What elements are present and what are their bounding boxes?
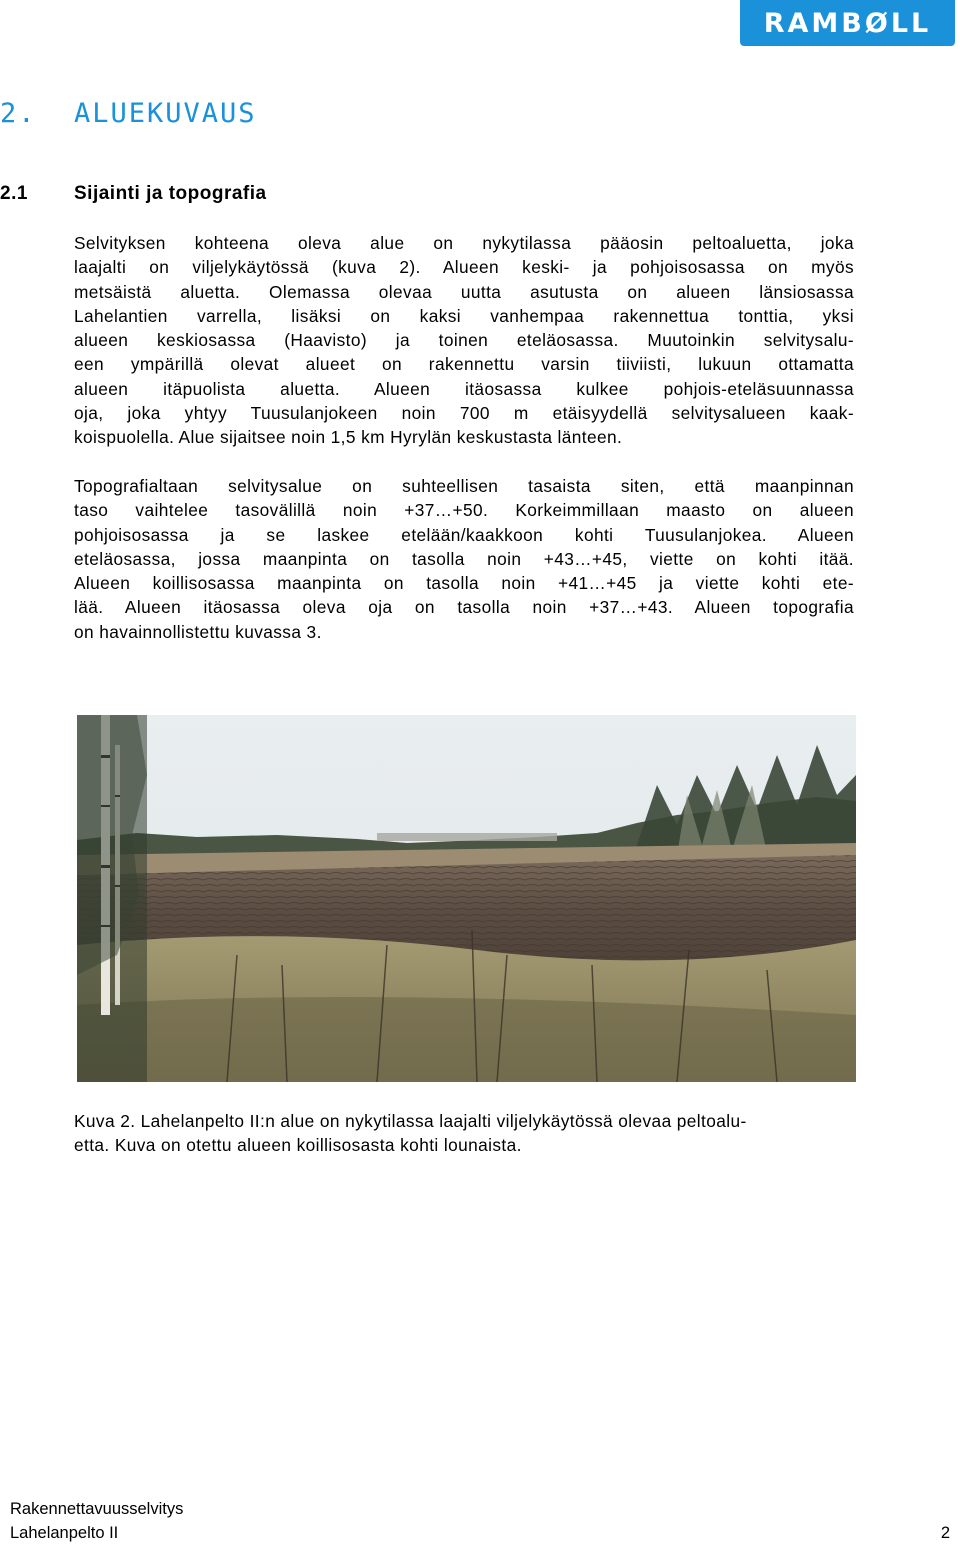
paragraph-line: koispuolella. Alue sijaitsee noin 1,5 km Hyrylän keskustasta länteen.	[74, 427, 623, 448]
footer-project-name: Lahelanpelto II	[10, 1524, 119, 1542]
paragraph-line: Lahelantien varrella, lisäksi on kaksi vanhempaa rakennettua tonttia, yksi	[74, 305, 854, 326]
paragraph-line: Topografialtaan selvitysalue on suhteellisen tasaista siten, että maanpinnan	[74, 476, 854, 496]
paragraph-line: on havainnollistettu kuvassa 3.	[74, 621, 322, 642]
paragraph-line: Alueen koillisosassa maanpinta on tasolla noin +41…+45 ja viette kohti ete-	[74, 573, 854, 594]
paragraph-line: lää. Alueen itäosassa oleva oja on tasolla noin +37…+43. Alueen topografia	[74, 597, 854, 618]
field-landscape-photo	[77, 715, 856, 1082]
paragraph-line: alueen itäpuolista aluetta. Alueen itäosassa kulkee pohjois-eteläsuunnassa	[74, 378, 854, 399]
paragraph-line: een ympärillä olevat alueet on rakennettu varsin tiiviisti, lukuun ottamatta	[74, 354, 854, 375]
paragraph-line: oja, joka yhtyy Tuusulanjokeen noin 700 m etäisyydellä selvitysalueen kaak-	[74, 403, 854, 424]
figure-caption	[74, 1109, 854, 1157]
paragraph-line: Selvityksen kohteena oleva alue on nykytilassa pääosin peltoaluetta, joka	[74, 233, 854, 253]
paragraph-line: laajalti on viljelykäytössä (kuva 2). Alueen keski- ja pohjoisosassa on myös	[74, 257, 854, 278]
section-number: 2.	[0, 98, 37, 129]
caption-line: etta. Kuva on otettu alueen koillisosasta kohti lounaista.	[74, 1135, 522, 1155]
paragraph-line: eteläosassa, jossa maanpinta on tasolla noin +43…+45, viette on kohti itää.	[74, 548, 854, 569]
subsection-title: Sijainti ja topografia	[74, 183, 267, 204]
rambol-logo	[740, 0, 955, 46]
paragraph-line: pohjoisosassa ja se laskee etelään/kaakkoon kohti Tuusulanjokea. Alueen	[74, 524, 854, 545]
paragraph-line: alueen keskiosassa (Haavisto) ja toinen eteläosassa. Muutoinkin selvitysalu-	[74, 330, 854, 351]
paragraph-line: taso vaihtelee tasovälillä noin +37…+50. Korkeimmillaan maasto on alueen	[74, 500, 854, 521]
paragraph-location	[74, 231, 854, 450]
logo-text: RAMBØLL	[763, 7, 932, 39]
paragraph-line: metsäistä aluetta. Olemassa olevaa uutta asutusta on alueen länsiosassa	[74, 281, 854, 302]
page-footer	[10, 1497, 950, 1545]
page-number: 2	[940, 1524, 950, 1542]
caption-line: Kuva 2. Lahelanpelto II:n alue on nykytilassa laajalti viljelykäytössä olevaa peltoalu-	[74, 1111, 747, 1131]
footer-report-title: Rakennettavuusselvitys	[10, 1500, 184, 1518]
section-title: ALUEKUVAUS	[74, 98, 257, 129]
subsection-number: 2.1	[0, 183, 28, 204]
paragraph-topography	[74, 474, 854, 644]
